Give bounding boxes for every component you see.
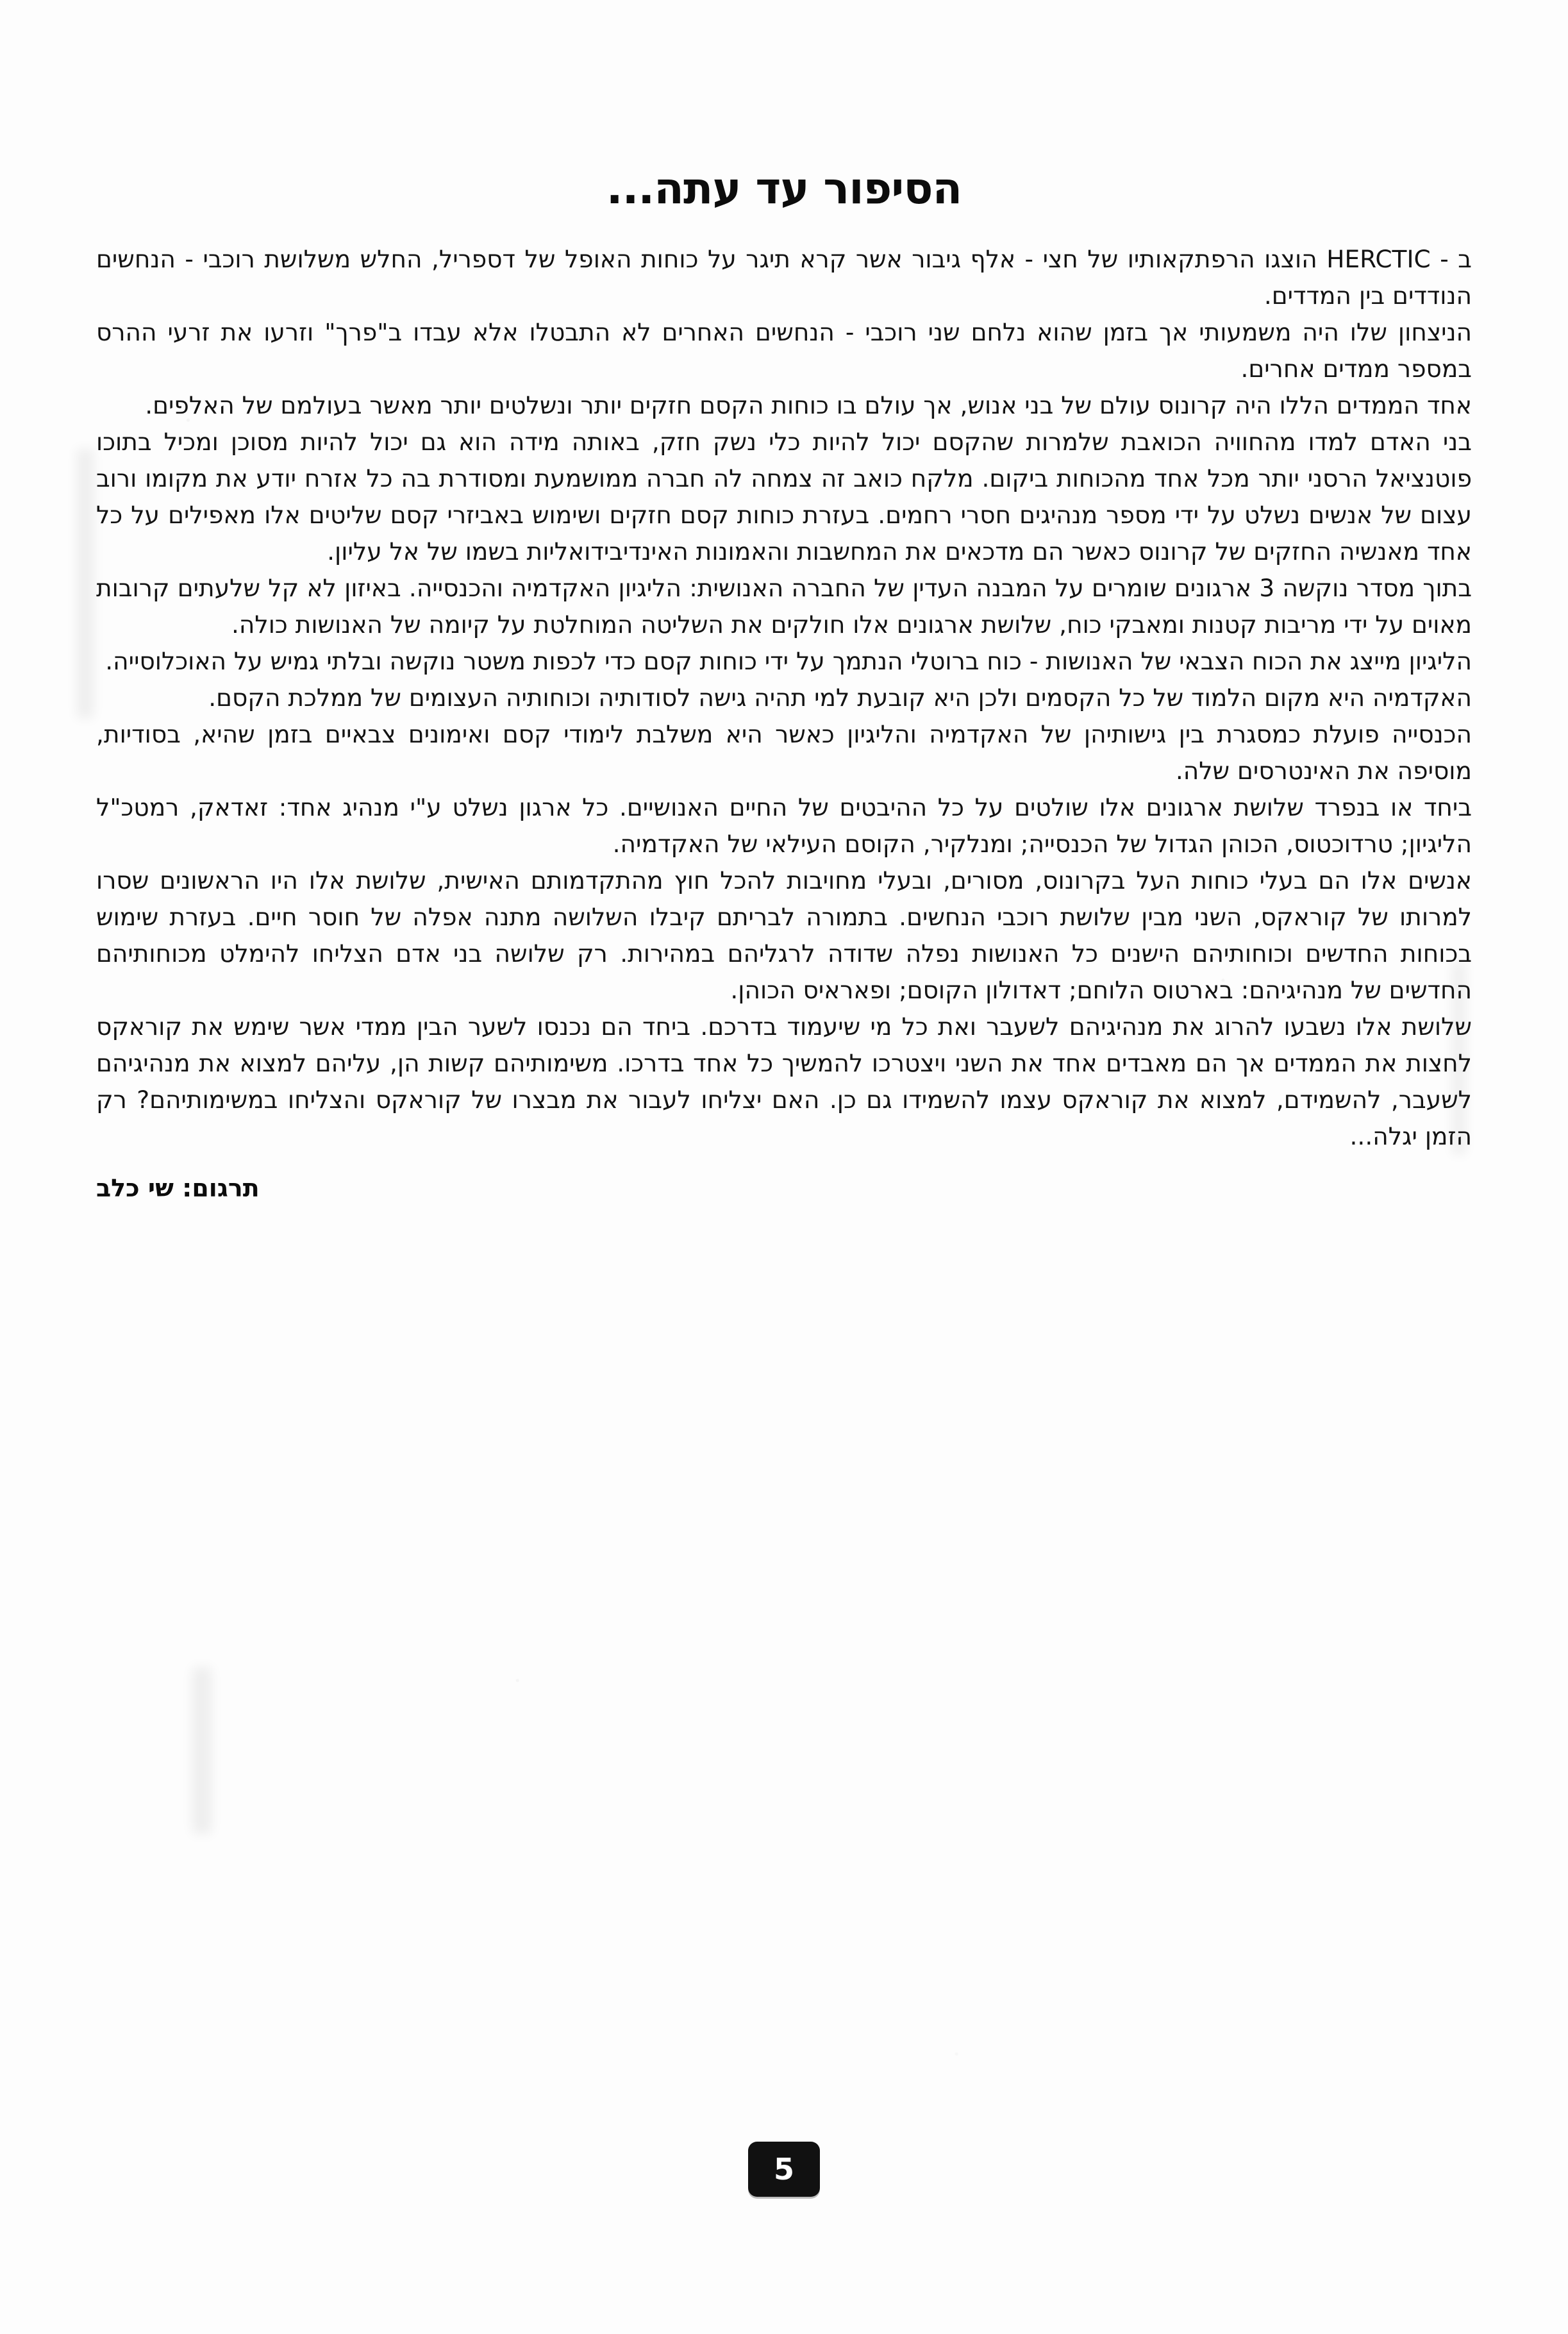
page-number-badge: 5 — [748, 2142, 820, 2197]
paragraph: שלושת אלו נשבעו להרוג את מנהיגיהם לשעבר ואת כל מי שיעמוד בדרכם. ביחד הם נכנסו לשער הבין ממדי אשר שימש את קוראקס לחצות את הממדים אך הם מאבדים אחד את השני ויצטרכו להמשיך כל אחד בדרכו. משימותיהם קשות הן, עליהם למצוא את מנהיגיהם לשעבר, להשמידם, למצוא את קוראקס עצמו להשמידו גם כן. האם יצליחו לעבור את מבצרו של קוראקס והצליחו במשימותיהם? רק הזמן יגלה... — [96, 1012, 1472, 1150]
paragraph: ב - HERCTIC הוצגו הרפתקאותיו של חצי - אלף גיבור אשר קרא תיגר על כוחות האופל של דספריל, החלש משלושת רוכבי - הנחשים הנודדים בין המדדים. — [96, 245, 1472, 310]
paragraph: הניצחון שלו היה משמעותי אך בזמן שהוא נלחם שני רוכבי - הנחשים האחרים לא התבטלו אלא עבדו ב"פרך" וזרעו את זרעי ההרס במספר ממדים אחרים. — [96, 318, 1472, 383]
paragraph: אחד הממדים הללו היה קרונוס עולם של בני אנוש, אך עולם בו כוחות הקסם חזקים יותר ונשלטים יותר מאשר בעולמם של האלפים. — [145, 391, 1472, 419]
paragraph-list — [96, 241, 1472, 1155]
paragraph: ביחד או בנפרד שלושת ארגונים אלו שולטים על כל ההיבטים של החיים האנושיים. כל ארגון נשלט ע"י מנהיג אחד: זאדאק, רמטכ"ל הליגיון; טרדוכטוס, הכוהן הגדול של הכנסייה; ומנלקיר, הקוסם העילאי של האקדמיה. — [96, 793, 1472, 858]
paper-smudge — [192, 1667, 212, 1834]
paragraph: הליגיון מייצג את הכוח הצבאי של האנושות - כוח ברוטלי הנתמך על ידי כוחות קסם כדי לכפות משטר נוקשה ובלתי גמיש על האוכלוסייה. — [105, 647, 1472, 675]
translator-credit: תרגום: שי כלב — [96, 1174, 260, 1202]
paper-smudge — [77, 449, 94, 718]
paragraph: בתוך מסדר נוקשה 3 ארגונים שומרים על המבנה העדין של החברה האנושית: הליגיון האקדמיה והכנסייה. באיזון לא קל שלעתים קרובות מאוים על ידי מריבות קטנות ומאבקי כוח, שלושת ארגונים אלו חולקים את השליטה המוחלטת על קיומה של האנושות כולה. — [96, 574, 1472, 639]
page-number-container — [0, 2142, 1568, 2197]
paragraph: אנשים אלו הם בעלי כוחות העל בקרונוס, מסורים, ובעלי מחויבות להכל חוץ מהתקדמותם האישית, שלושת אלו היו הראשונים שסרו למרותו של קוראקס, השני מבין שלושת רוכבי הנחשים. בתמורה לבריתם קיבלו השלושה מתנה אפלה של חוסר חיים. בעזרת שימוש בכוחות החדשים וכוחותיהם הישנים כל האנושות נפלה שדודה לרגליהם במהירות. רק שלושה בני אדם הצליחו להימלט מכוחותיהם החדשים של מנהיגיהם: בארטוס הלוחם; דאדולון הקוסם; ופאראיס הכוהן. — [96, 866, 1472, 1004]
paragraph: הכנסייה פועלת כמסגרת בין גישותיהן של האקדמיה והליגיון כאשר היא משלבת לימודי קסם ואימונים צבאיים בזמן שהיא, בסודיות, מוסיפה את האינטרסים שלה. — [96, 720, 1472, 785]
page-title: הסיפור עד עתה... — [606, 164, 962, 214]
paragraph: האקדמיה היא מקום הלמוד של כל הקסמים ולכן היא קובעת למי תהיה גישה לסודותיה וכוחותיה העצומים של ממלכת הקסם. — [208, 684, 1472, 712]
article-body — [96, 164, 1472, 1202]
paragraph: בני האדם למדו מהחוויה הכואבת שלמרות שהקסם יכול להיות כלי נשק חזק, באותה מידה הוא גם יכול להיות מסוכן ומכיל בתוכו פוטנציאל הרסני יותר מכל אחד מהכוחות ביקום. מלקח כואב זה צמחה לה חברה ממושמעת ומסודרת בה כל אזרח יודע את מקומו ורוב עצום של אנשים נשלט על ידי מספר מנהיגים חסרי רחמים. בעזרת כוחות קסם חזקים ושימוש באביזרי קסם שליטים אלו מאפילים על כל אחד מאנשיה החזקים של קרונוס כאשר הם מדכאים את המחשבות והאמונות האינדיבידואליות בשמו של אל עליון. — [96, 428, 1472, 566]
